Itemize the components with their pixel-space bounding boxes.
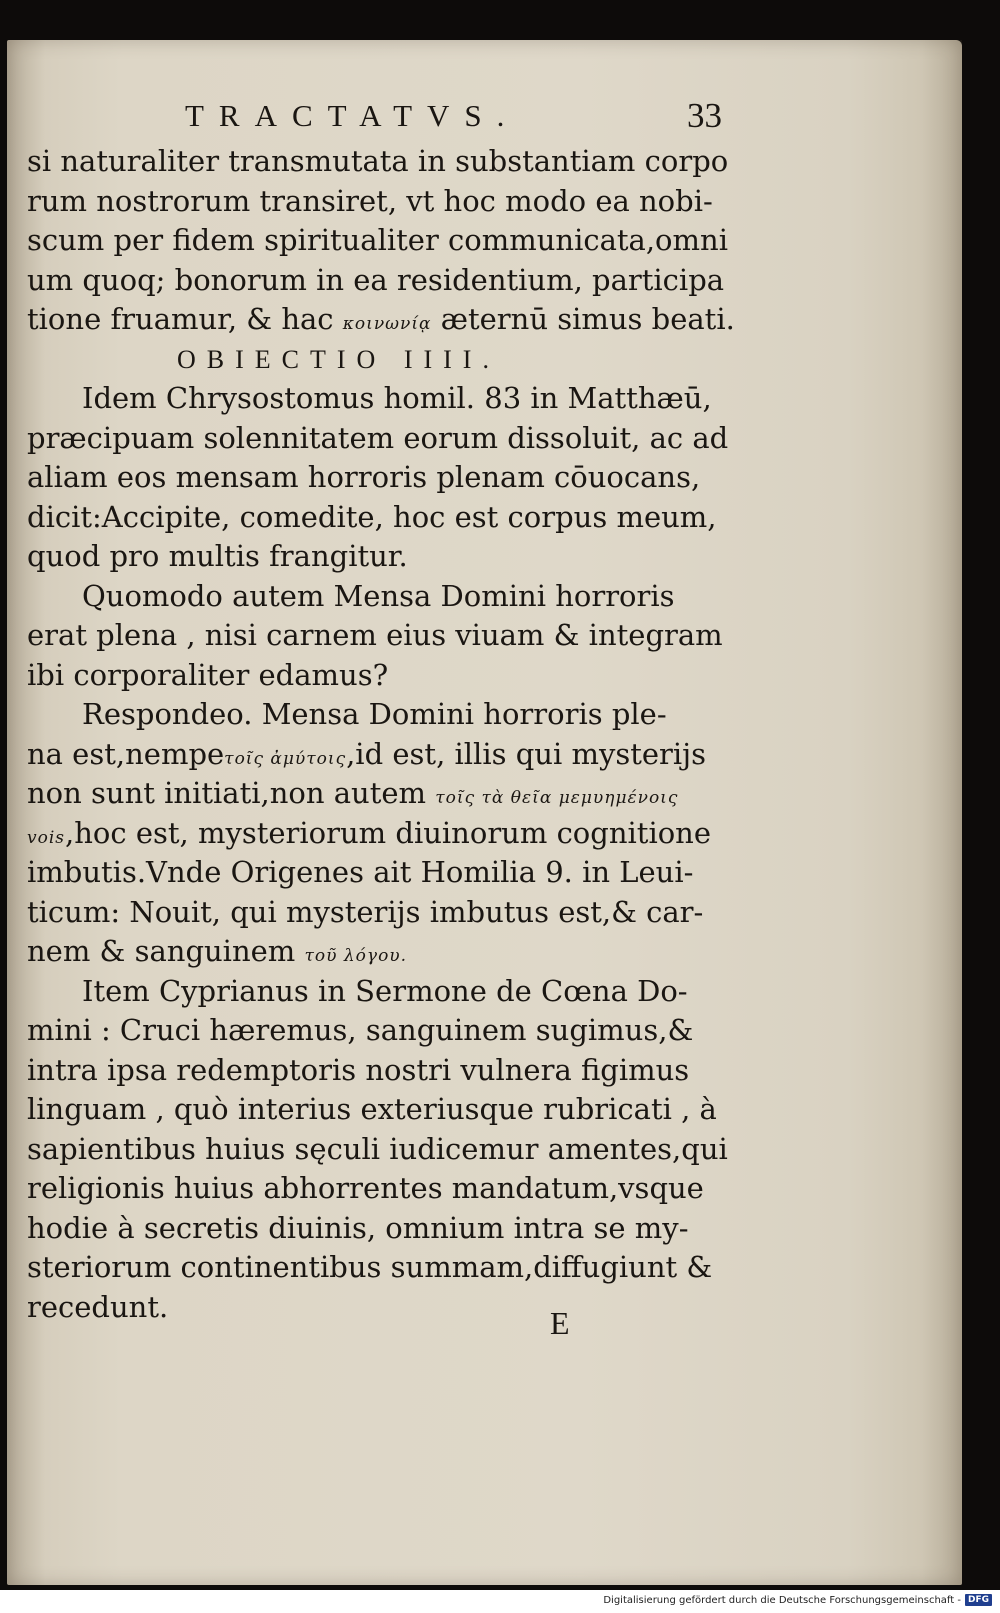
catchword-signature: E [550, 1305, 570, 1341]
greek-word: τοῖς τὰ θεῖα μεμυημένοις [435, 788, 679, 808]
text-line: linguam , quò interius exteriusque rubricati , à [27, 1092, 717, 1126]
text-line: imbutis.Vnde Origenes ait Homilia 9. in Leui- [27, 855, 694, 889]
text-line: intra ipsa redemptoris nostri vulnera figimus [27, 1052, 690, 1087]
text-line: erat plena , nisi carnem eius viuam & integram [27, 618, 723, 652]
text-line: scum per fidem spiritualiter communicata,omni [27, 223, 728, 257]
greek-word: τοῦ λόγου. [304, 946, 408, 966]
greek-word: κοινωνίᾳ [342, 314, 432, 334]
text-line: religionis huius abhorrentes mandatum,vsque [27, 1171, 704, 1205]
greek-word: vois [27, 827, 65, 848]
text-line: tione fruamur, & hac κοινωνίᾳ æternū simus beati. [27, 302, 735, 336]
page-text-block [27, 82, 747, 1327]
text-line: non sunt initiati,non autem τοῖς τὰ θεῖα μεμυημένοις [27, 776, 679, 810]
text-line: steriorum continentibus summam,diffugiunt & [27, 1250, 713, 1284]
text-line: rum nostrorum transiret, vt hoc modo ea nobi- [27, 183, 713, 218]
text-line: præcipuam solennitatem eorum dissoluit, ac ad [27, 420, 729, 455]
credit-text: Digitalisierung gefördert durch die Deutsche Forschungsgemeinschaft - [603, 1594, 961, 1606]
text-line: Item Cyprianus in Sermone de Cœna Do- [82, 973, 688, 1008]
text-line: aliam eos mensam horroris plenam cōuocans, [27, 460, 701, 494]
text-line: vois,hoc est, mysteriorum diuinorum cognitione [27, 815, 712, 850]
text-line: recedunt. [27, 1289, 169, 1324]
digitization-credit [603, 1594, 992, 1606]
text-line: dicit:Accipite, comedite, hoc est corpus meum, [27, 499, 717, 534]
page-header [27, 82, 747, 142]
text-line: sapientibus huius sęculi iudicemur amentes,qui [27, 1131, 728, 1166]
text-line: ibi corporaliter edamus? [27, 657, 389, 692]
text-line: Respondeo. Mensa Domini horroris ple- [82, 697, 667, 731]
dfg-logo-icon: DFG [965, 1594, 992, 1606]
text-line: quod pro multis frangitur. [27, 539, 408, 573]
text-line: ticum: Nouit, qui mysterijs imbutus est,& car- [27, 894, 704, 929]
text-line: na est,nempeτοῖς ἀμύτοις,id est, illis qui mysterijs [27, 736, 707, 771]
text-line: si naturaliter transmutata in substantiam corpo [27, 144, 729, 178]
text-line: nem & sanguinem τοῦ λόγου. [27, 934, 408, 968]
running-title: TRACTATVS. [185, 98, 520, 133]
text-line: Idem Chrysostomus homil. 83 in Matthæū, [82, 381, 712, 415]
text-line: um quoq; bonorum in ea residentium, participa [27, 262, 725, 297]
section-heading: OBIECTIO IIII. [177, 344, 500, 374]
text-line: Quomodo autem Mensa Domini horroris [82, 578, 675, 613]
page-number: 33 [687, 96, 722, 135]
text-line: mini : Cruci hæremus, sanguinem sugimus,& [27, 1013, 694, 1047]
greek-word: τοῖς ἀμύτοις [224, 748, 347, 769]
text-line: hodie à secretis diuinis, omnium intra se my- [27, 1210, 689, 1245]
